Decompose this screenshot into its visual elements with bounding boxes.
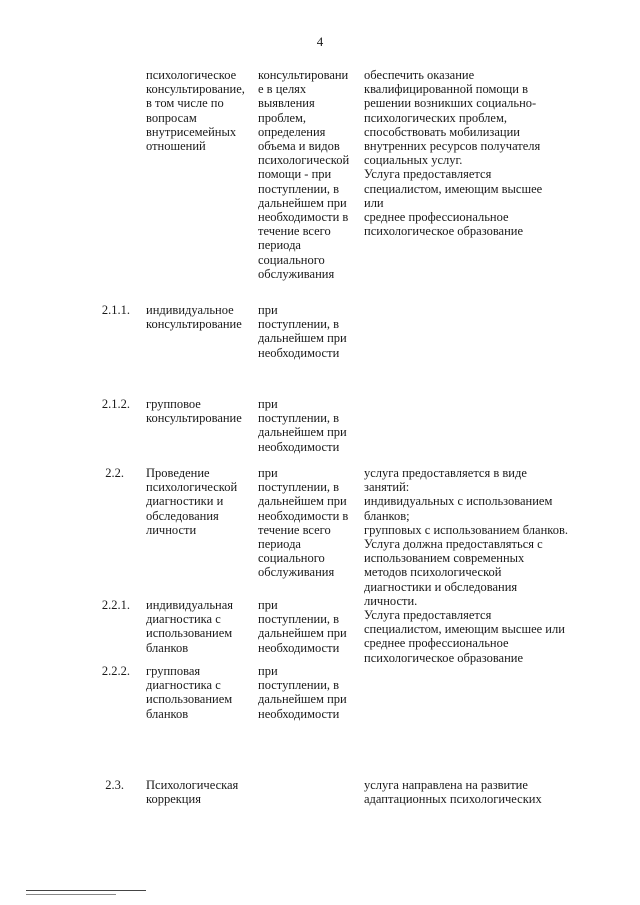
row-number: 2.2.2.	[101, 664, 130, 678]
service-name: групповая диагностика с использованием бланков	[146, 664, 233, 721]
footer-rule	[26, 890, 146, 891]
footer-rule-secondary	[26, 894, 116, 895]
service-term: при поступлении, в дальнейшем при необходимости	[258, 664, 347, 721]
row-number: 2.1.1.	[101, 303, 130, 317]
service-name: индивидуальная диагностика с использованием бланков	[146, 598, 234, 655]
service-description-continued: обеспечить оказание квалифицированной помощи в решении возникших социально- психологических проблем, способствовать мобилизации внутренних ресурсов получателя социальных услуг. Услуга предоставляется специалистом, имеющим высшее или среднее профессиональное психологическое образование	[364, 68, 543, 239]
row-number: 2.2.1.	[101, 598, 130, 612]
row-number: 2.2.	[105, 466, 124, 480]
service-term: при поступлении, в дальнейшем при необходимости	[258, 303, 347, 360]
service-description: услуга направлена на развитие адаптационных психологических	[364, 778, 542, 807]
row-number: 2.1.2.	[101, 397, 130, 411]
service-name: групповое консультирование	[146, 397, 242, 426]
service-term-continued: консультировани е в целях выявления проблем, определения объема и видов психологической помощи - при поступлении, в дальнейшем при необходимости в течение всего периода социального обслуживания	[258, 68, 350, 281]
service-term: при поступлении, в дальнейшем при необходимости	[258, 397, 347, 454]
service-name: Психологическая коррекция	[146, 778, 239, 807]
service-name: индивидуальное консультирование	[146, 303, 242, 332]
service-term: при поступлении, в дальнейшем при необходимости	[258, 598, 347, 655]
service-term: при поступлении, в дальнейшем при необходимости в течение всего периода социального обслуживания	[258, 466, 349, 580]
service-description: услуга предоставляется в виде занятий: индивидуальных с использованием бланков; групповых с использованием бланков. Услуга должна предоставляться с использованием современных методов психологической диагностики и обследования личности. Услуга предоставляется специалистом, имеющим высшее или среднее профессиональное психологическое образование	[364, 466, 568, 665]
service-name: Проведение психологической диагностики и обследования личности	[146, 466, 238, 537]
page-number: 4	[316, 34, 324, 49]
service-name-continued: психологическое консультирование, в том числе по вопросам внутрисемейных отношений	[146, 68, 245, 154]
row-number: 2.3.	[105, 778, 124, 792]
